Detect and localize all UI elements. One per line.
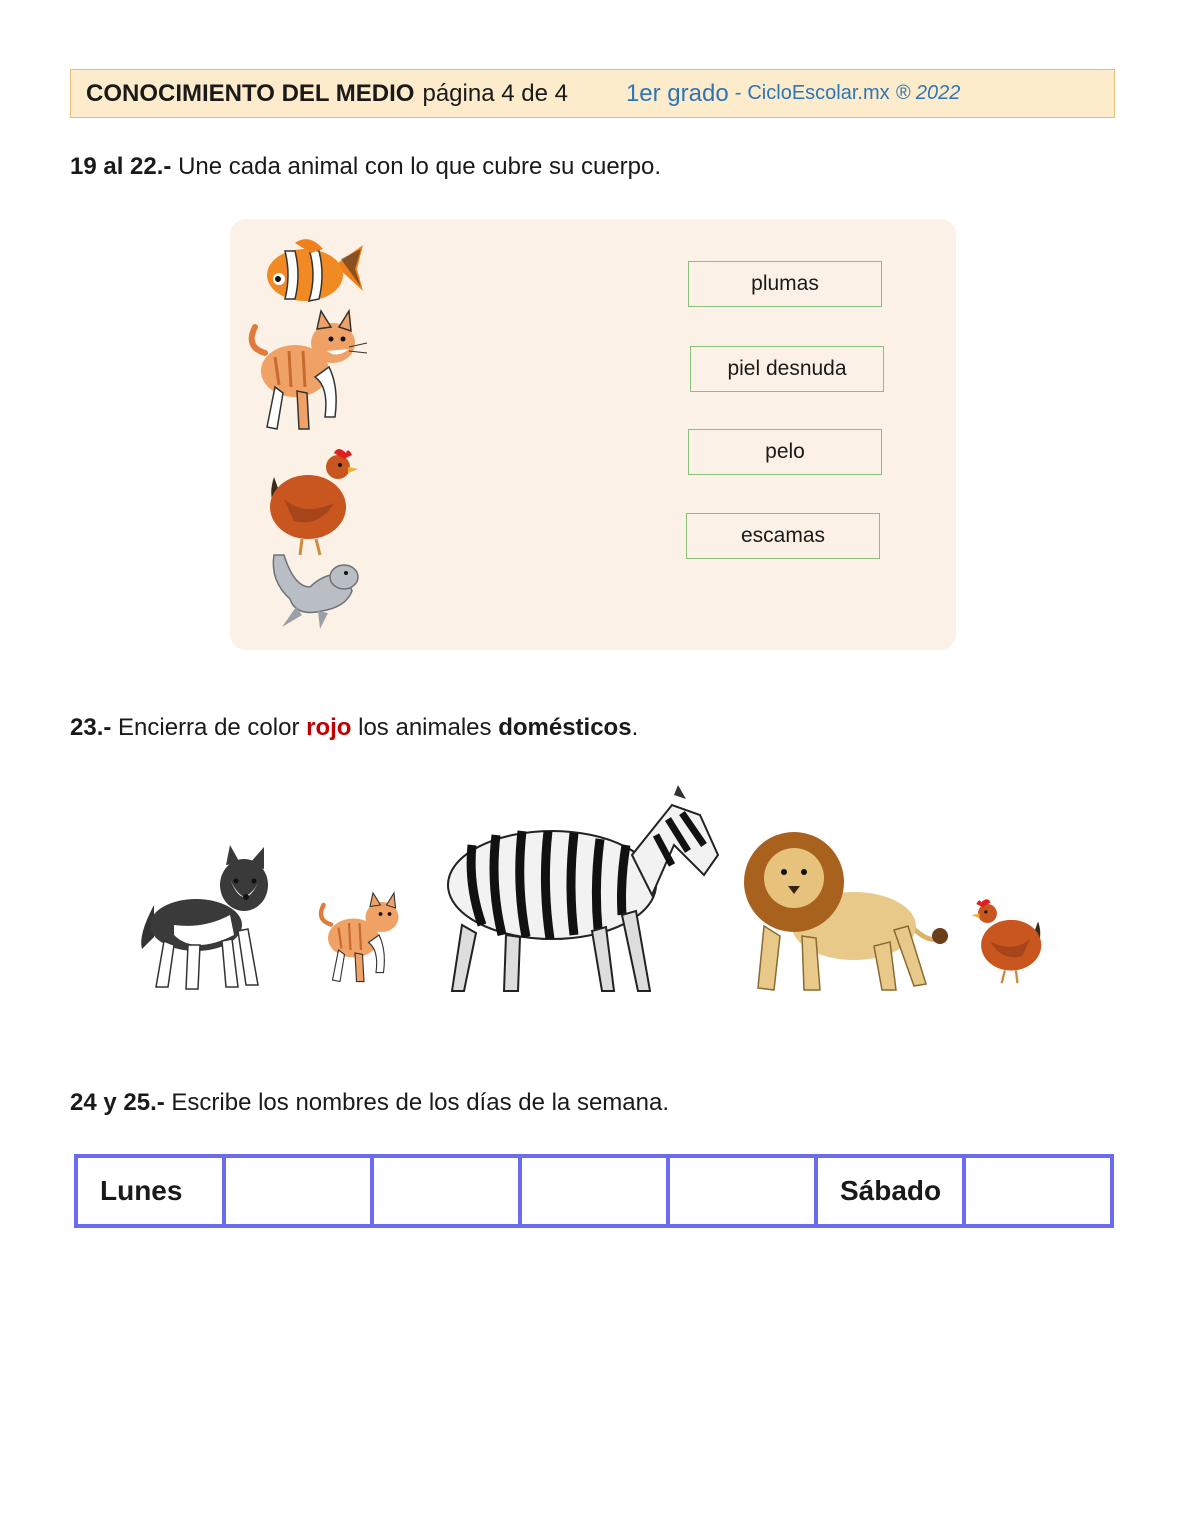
question-text: Escribe los nombres de los días de la semana. [164, 1089, 669, 1116]
fish-icon [265, 235, 365, 307]
option-escamas[interactable]: escamas [686, 513, 880, 559]
day-cell-2[interactable] [224, 1156, 372, 1226]
option-piel-desnuda[interactable]: piel desnuda [690, 346, 884, 392]
copyright-year: ® 2022 [895, 82, 961, 104]
question-text-a: Encierra de color [111, 714, 307, 741]
question-text: Une cada animal con lo que cubre su cuerpo. [171, 153, 662, 180]
header-separator: - [734, 82, 742, 104]
highlight-red-word: rojo [306, 714, 352, 741]
cat-icon [245, 307, 373, 435]
page-header [70, 69, 1115, 118]
day-cell-4[interactable] [520, 1156, 668, 1226]
day-cell-6: Sábado [816, 1156, 964, 1226]
day-cell-7[interactable] [964, 1156, 1112, 1226]
site-name: CicloEscolar.mx [747, 82, 890, 104]
cat-icon[interactable] [316, 890, 412, 986]
question-text-end: . [631, 714, 639, 741]
day-cell-1: Lunes [76, 1156, 224, 1226]
grade-label: 1er grado [625, 79, 729, 107]
question-24-25 [70, 1089, 669, 1117]
question-text-b: los animales [351, 714, 499, 741]
question-number: 19 al 22.- [70, 153, 172, 180]
seal-icon [266, 551, 362, 631]
question-number: 24 y 25.- [70, 1089, 165, 1116]
day-cell-3[interactable] [372, 1156, 520, 1226]
lion-icon[interactable] [744, 826, 950, 996]
husky-icon[interactable] [134, 845, 276, 993]
subject-title: CONOCIMIENTO DEL MEDIO [86, 79, 415, 107]
hen-icon[interactable] [970, 896, 1046, 988]
option-pelo[interactable]: pelo [688, 429, 882, 475]
question-23 [70, 714, 638, 742]
zebra-icon[interactable] [442, 785, 720, 995]
question-number: 23.- [70, 714, 112, 741]
day-cell-5[interactable] [668, 1156, 816, 1226]
option-plumas[interactable]: plumas [688, 261, 882, 307]
highlight-bold-word: domésticos [498, 714, 632, 741]
matching-panel [230, 219, 956, 650]
page-indicator: página 4 de 4 [422, 79, 568, 107]
hen-icon [264, 447, 360, 559]
days-of-week-table [74, 1154, 1114, 1228]
question-19-22 [70, 153, 661, 181]
